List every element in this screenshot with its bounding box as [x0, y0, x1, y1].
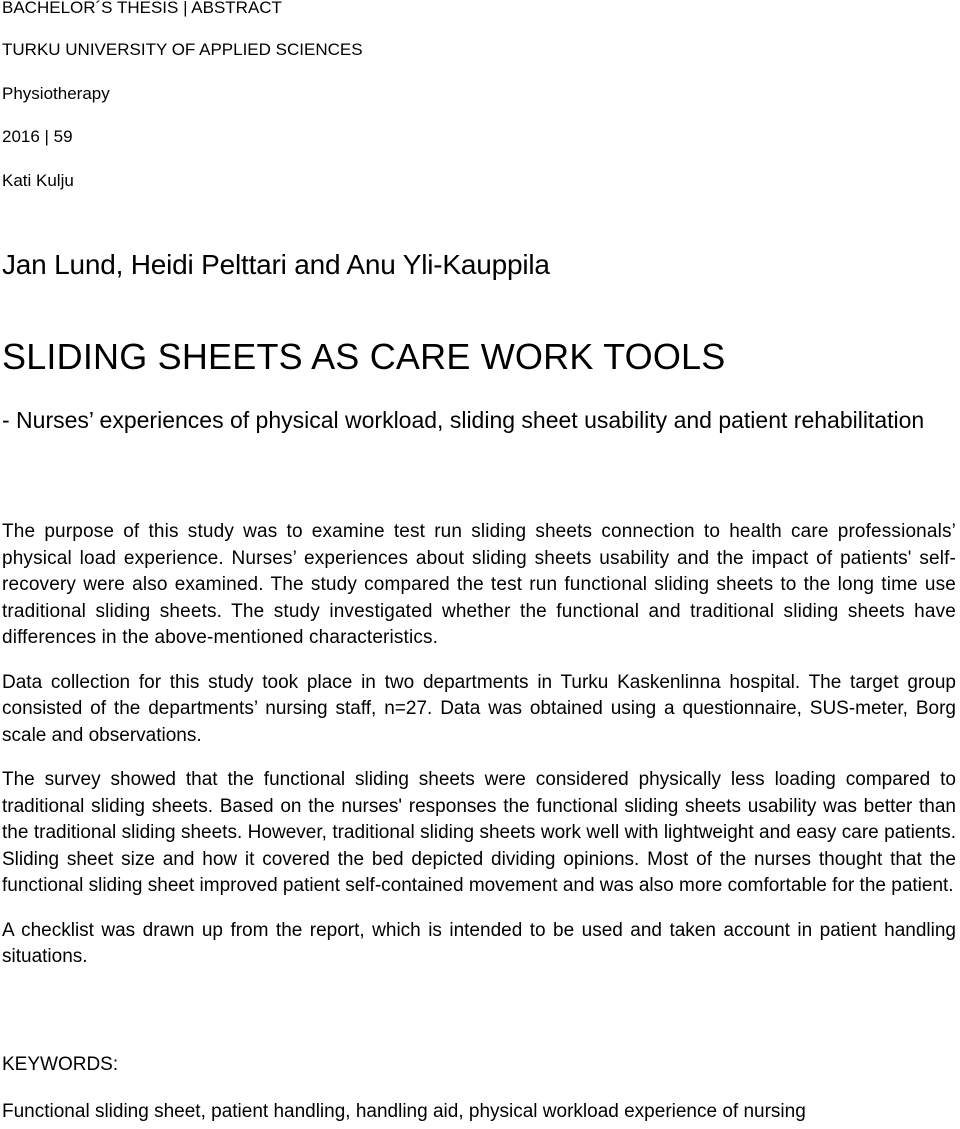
authors: Jan Lund, Heidi Pelttari and Anu Yli-Kauppila: [2, 249, 550, 280]
keywords-label: KEYWORDS:: [2, 1054, 119, 1075]
abstract-paragraph: A checklist was drawn up from the report, which is intended to be used and taken account in patient handling situations.: [2, 919, 956, 967]
thesis-title: SLIDING SHEETS AS CARE WORK TOOLS: [2, 336, 726, 377]
abstract-paragraph: The survey showed that the functional sliding sheets were considered physically less loading compared to traditional sliding sheets. Based on the nurses' responses the functional sliding sheets usability was better than the traditional sliding sheets. However, traditional sliding sheets work well with lightweight and easy care patients. Sliding sheet size and how it covered the bed depicted dividing opinions. Most of the nurses thought that the functional sliding sheet improved patient self-contained movement and was also more comfortable for the patient.: [2, 769, 956, 896]
supervisor-name: Kati Kulju: [2, 171, 74, 190]
thesis-type: BACHELOR´S THESIS | ABSTRACT: [2, 0, 282, 17]
keywords-list: Functional sliding sheet, patient handling, handling aid, physical workload experience of nursing: [2, 1101, 806, 1122]
year-and-pages: 2016 | 59: [2, 127, 73, 146]
thesis-subtitle: - Nurses’ experiences of physical workload, sliding sheet usability and patient rehabilitation: [2, 407, 925, 433]
abstract-body: [2, 519, 956, 989]
university-name: TURKU UNIVERSITY OF APPLIED SCIENCES: [2, 40, 363, 59]
programme-name: Physiotherapy: [2, 84, 110, 103]
abstract-paragraph: Data collection for this study took place in two departments in Turku Kaskenlinna hospital. The target group consisted of the departments’ nursing staff, n=27. Data was obtained using a questionnaire, SUS-meter, Borg scale and observations.: [2, 671, 956, 746]
abstract-paragraph: The purpose of this study was to examine test run sliding sheets connection to health care professionals’ physical load experience. Nurses’ experiences about sliding sheets usability and the impact of patients' self-recovery were also examined. The study compared the test run functional sliding sheets to the long time use traditional sliding sheets. The study investigated whether the functional and traditional sliding sheets have differences in the above-mentioned characteristics.: [2, 521, 956, 648]
